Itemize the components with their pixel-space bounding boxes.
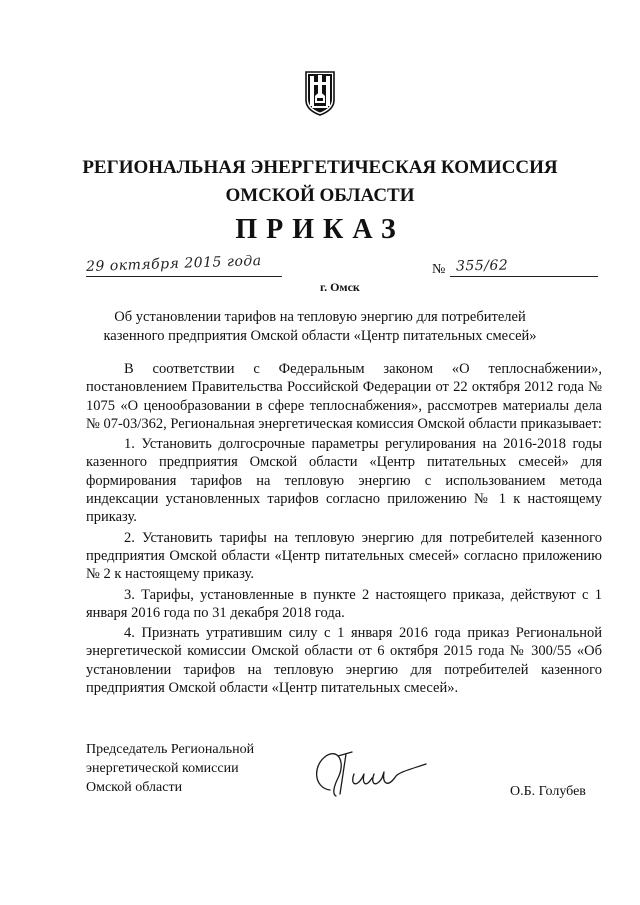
number-underline	[450, 276, 598, 277]
org-line-1: РЕГИОНАЛЬНАЯ ЭНЕРГЕТИЧЕСКАЯ КОМИССИЯ	[82, 157, 558, 178]
subject-line-1: Об установлении тарифов на тепловую энергию для потребителей	[114, 309, 526, 325]
position-line-2: энергетической комиссии	[86, 761, 239, 776]
preamble-paragraph: В соответствии с Федеральным законом «О теплоснабжении», постановлением Правительства Российской Федерации от 22 октября 2012 года № 1075 «О ценообразовании в сфере теплоснабжения», рассмотрев материалы дела № 07-03/362, Региональная энергетическая комиссия Омской области приказывает:	[86, 361, 602, 432]
organization-name	[0, 154, 640, 210]
number-label: №	[432, 262, 446, 277]
clause-paragraph-3: 3. Тарифы, установленные в пункте 2 настоящего приказа, действуют с 1 января 2016 года по 31 декабря 2018 года.	[86, 586, 602, 621]
position-line-3: Омской области	[86, 780, 183, 795]
order-body	[86, 360, 602, 699]
date-underline	[86, 276, 282, 277]
clause-paragraph-4: 4. Признать утратившим силу с 1 января 2016 года приказ Региональной энергетической комиссии Омской области от 6 октября 2015 года № 300/55 «Об установлении тарифов на тепловую энергию для потребителей казенного предприятия Омской области «Центр питательных смесей».	[86, 625, 602, 697]
org-line-2: ОМСКОЙ ОБЛАСТИ	[225, 185, 415, 206]
document-type-title: ПРИКАЗ	[235, 214, 405, 245]
signer-name: О.Б. Голубев	[510, 784, 586, 799]
handwritten-signature-icon	[308, 744, 438, 804]
signatory-position	[86, 740, 306, 797]
order-subject	[90, 308, 550, 346]
omsk-coat-of-arms-icon	[304, 70, 336, 116]
city-label: г. Омск	[320, 280, 360, 294]
clause-paragraph-1: 1. Установить долгосрочные параметры регулирования на 2016-2018 годы казенного предприятия Омской области «Центр питательных смесей» для формирования тарифов на тепловую энергию с использованием метода индексации установленных тарифов согласно приложению № 1 к настоящему приказу.	[86, 436, 602, 526]
handwritten-date: 29 октября 2015 года	[85, 252, 262, 276]
position-line-1: Председатель Региональной	[86, 742, 255, 757]
subject-line-2: казенного предприятия Омской области «Центр питательных смесей»	[103, 328, 537, 344]
clause-paragraph-2: 2. Установить тарифы на тепловую энергию для потребителей казенного предприятия Омской области «Центр питательных смесей» согласно приложению № 2 к настоящему приказу.	[86, 529, 602, 583]
handwritten-number: 355/62	[455, 257, 509, 275]
